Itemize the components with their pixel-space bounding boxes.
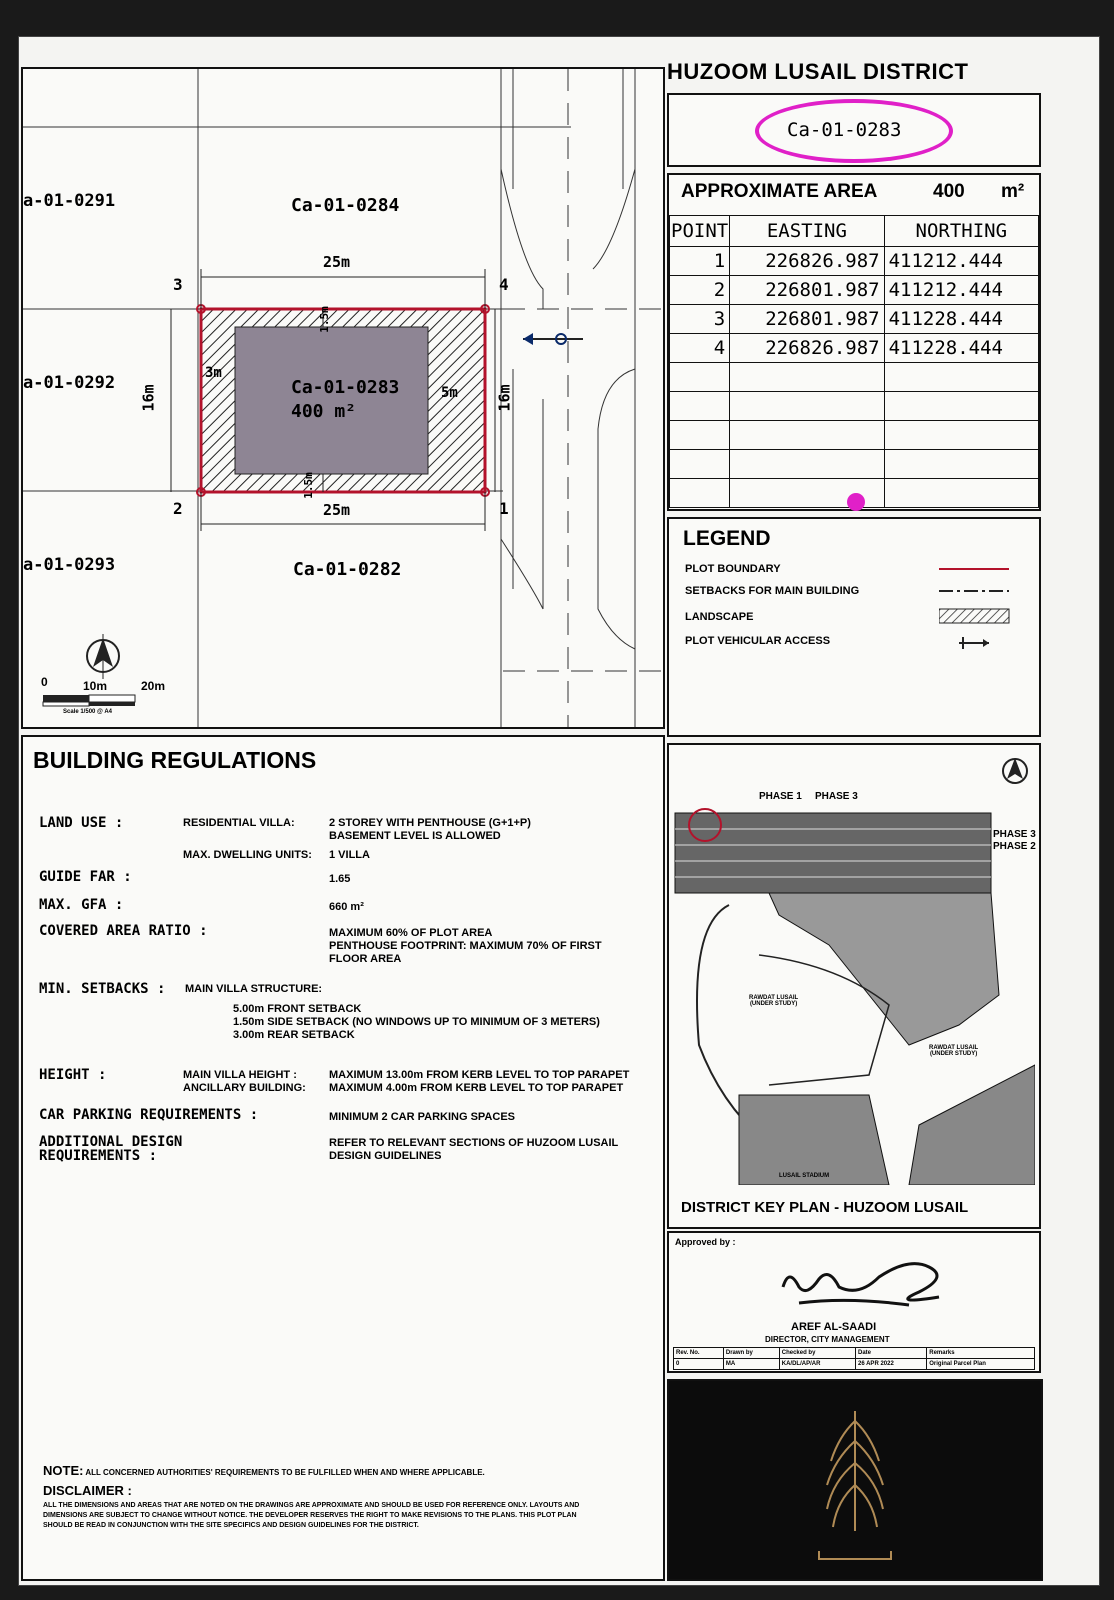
district-title: HUZOOM LUSAIL DISTRICT bbox=[667, 59, 969, 84]
dimension-left: 16m bbox=[139, 384, 158, 412]
plot-id: Ca-01-0283 bbox=[787, 119, 902, 141]
area-label: APPROXIMATE AREA bbox=[681, 181, 878, 202]
area-unit: m² bbox=[1001, 181, 1025, 202]
neighbor-plot-label: a-01-0291 bbox=[23, 191, 116, 211]
table-row bbox=[674, 1359, 1035, 1370]
north-arrow-icon bbox=[87, 634, 119, 679]
neighbor-plot-label: a-01-0293 bbox=[23, 555, 116, 575]
corner-label: 3 bbox=[173, 275, 183, 294]
approval-panel bbox=[667, 1231, 1041, 1373]
date-cell: 26 APR 2022 bbox=[855, 1359, 926, 1370]
scale-note: Scale 1/500 @ A4 bbox=[63, 709, 112, 715]
col-easting: EASTING bbox=[730, 216, 884, 247]
key-plan-title: DISTRICT KEY PLAN - HUZOOM LUSAIL bbox=[681, 1199, 969, 1216]
checked-cell: KA/DL/AP/AR bbox=[779, 1359, 855, 1370]
legend-item: PLOT BOUNDARY bbox=[685, 563, 781, 575]
dwelling-units-value: 1 VILLA bbox=[329, 849, 370, 861]
scale-label: 20m bbox=[141, 679, 166, 693]
dimension-bottom: 25m bbox=[323, 501, 351, 519]
approver-name: AREF AL-SAADI bbox=[791, 1321, 877, 1333]
land-use-label: LAND USE : bbox=[39, 815, 124, 831]
legend-item: SETBACKS FOR MAIN BUILDING bbox=[685, 585, 860, 597]
parking-label: CAR PARKING REQUIREMENTS : bbox=[39, 1107, 259, 1123]
note-line bbox=[43, 1463, 485, 1478]
table-header-row bbox=[674, 1348, 1035, 1359]
guide-far-label: GUIDE FAR : bbox=[39, 869, 132, 885]
drawn-cell: MA bbox=[723, 1359, 779, 1370]
logo-panel bbox=[667, 1379, 1043, 1581]
col-point: POINT bbox=[670, 216, 730, 247]
checked-col: Checked by bbox=[779, 1348, 855, 1359]
guide-far-value: 1.65 bbox=[329, 873, 351, 885]
landscape-symbol bbox=[939, 609, 1009, 623]
scale-bar bbox=[43, 695, 135, 706]
cell-easting: 226826.987 bbox=[730, 247, 884, 276]
height-label: HEIGHT : bbox=[39, 1067, 107, 1083]
height-value: MAXIMUM 13.00m FROM KERB LEVEL TO TOP PARAPET MAXIMUM 4.00m FROM KERB LEVEL TO TOP PARAPET bbox=[329, 1069, 630, 1094]
cell-easting: 226801.987 bbox=[730, 305, 884, 334]
setback-top-label: 1.5m bbox=[317, 306, 331, 333]
cell-northing: 411228.444 bbox=[884, 305, 1038, 334]
table-row bbox=[670, 421, 1039, 450]
site-plan-drawing bbox=[23, 69, 663, 727]
plot-area-label: 400 m² bbox=[291, 401, 357, 422]
note-label: NOTE: bbox=[43, 1463, 84, 1478]
setback-bottom-label: 1.5m bbox=[301, 472, 315, 499]
signature bbox=[769, 1247, 969, 1317]
cell-point: 3 bbox=[670, 305, 730, 334]
plot-id-panel bbox=[667, 93, 1041, 167]
revision-table bbox=[673, 1347, 1035, 1370]
neighbor-plot-label: a-01-0292 bbox=[23, 373, 116, 393]
highlight-dot bbox=[847, 493, 865, 511]
setbacks-sub: MAIN VILLA STRUCTURE: bbox=[185, 983, 323, 995]
cell-point: 4 bbox=[670, 334, 730, 363]
vehicular-access-icon bbox=[959, 637, 989, 649]
dimension-top: 25m bbox=[323, 253, 351, 271]
corner-label: 1 bbox=[499, 499, 509, 518]
land-use-sub: RESIDENTIAL VILLA: bbox=[183, 817, 295, 829]
date-col: Date bbox=[855, 1348, 926, 1359]
covered-area-value: MAXIMUM 60% OF PLOT AREA PENTHOUSE FOOTPRINT: MAXIMUM 70% OF FIRST FLOOR AREA bbox=[329, 927, 602, 965]
table-row bbox=[670, 450, 1039, 479]
coordinates-table bbox=[669, 215, 1039, 508]
scale-label: 0 bbox=[41, 675, 48, 689]
legend-symbols bbox=[939, 559, 1029, 669]
legend-item: LANDSCAPE bbox=[685, 611, 754, 623]
table-row bbox=[670, 305, 1039, 334]
highlight-circle bbox=[755, 99, 953, 163]
disclaimer-label: DISCLAIMER : bbox=[43, 1483, 132, 1498]
additional-value: REFER TO RELEVANT SECTIONS OF HUZOOM LUSAIL DESIGN GUIDELINES bbox=[329, 1137, 619, 1162]
area-value: 400 bbox=[933, 181, 965, 202]
key-plan-label: LUSAIL STADIUM bbox=[779, 1173, 830, 1179]
cell-northing: 411212.444 bbox=[884, 276, 1038, 305]
table-row bbox=[670, 392, 1039, 421]
key-plan-panel bbox=[667, 743, 1041, 1229]
key-plan-label: RAWDAT LUSAIL (UNDER STUDY) bbox=[749, 995, 799, 1007]
plot-label: Ca-01-0283 bbox=[291, 377, 400, 398]
height-sub: MAIN VILLA HEIGHT : ANCILLARY BUILDING: bbox=[183, 1069, 306, 1094]
additional-label: ADDITIONAL DESIGN REQUIREMENTS : bbox=[39, 1134, 183, 1164]
dimension-right: 16m bbox=[495, 384, 514, 412]
cell-northing: 411212.444 bbox=[884, 247, 1038, 276]
col-northing: NORTHING bbox=[884, 216, 1038, 247]
scale-label: 10m bbox=[83, 679, 108, 693]
site-plan-panel bbox=[21, 67, 665, 729]
rev-col: Rev. No. bbox=[674, 1348, 724, 1359]
key-plan-map bbox=[669, 745, 1035, 1185]
approved-by-label: Approved by : bbox=[675, 1237, 736, 1247]
key-plan-label: PHASE 3 bbox=[815, 791, 858, 802]
table-row bbox=[670, 247, 1039, 276]
plot-plan-sheet bbox=[18, 36, 1100, 1586]
remarks-cell: Original Parcel Plan bbox=[927, 1359, 1035, 1370]
neighbor-plot-label: Ca-01-0284 bbox=[291, 195, 400, 216]
huzoom-logo bbox=[669, 1381, 1041, 1579]
setbacks-label: MIN. SETBACKS : bbox=[39, 981, 166, 997]
legend-panel bbox=[667, 517, 1041, 737]
legend-title: LEGEND bbox=[683, 527, 771, 550]
approver-role: DIRECTOR, CITY MANAGEMENT bbox=[765, 1335, 890, 1344]
neighbor-plot-label: Ca-01-0282 bbox=[293, 559, 402, 580]
key-plan-label: PHASE 1 bbox=[759, 791, 802, 802]
remarks-col: Remarks bbox=[927, 1348, 1035, 1359]
corner-label: 4 bbox=[499, 275, 509, 294]
table-header-row bbox=[670, 216, 1039, 247]
cell-point: 1 bbox=[670, 247, 730, 276]
building-regulations-panel bbox=[21, 735, 665, 1581]
cell-point: 2 bbox=[670, 276, 730, 305]
north-arrow-icon bbox=[1003, 758, 1027, 783]
max-gfa-value: 660 m² bbox=[329, 901, 364, 913]
regulations-title: BUILDING REGULATIONS bbox=[33, 747, 317, 773]
setback-front-label: 5m bbox=[441, 385, 458, 401]
cell-northing: 411228.444 bbox=[884, 334, 1038, 363]
key-plan-label: RAWDAT LUSAIL (UNDER STUDY) bbox=[929, 1045, 979, 1057]
key-plan-label: PHASE 2 bbox=[993, 841, 1036, 852]
setback-side-label: 3m bbox=[205, 365, 222, 381]
dwelling-units-sub: MAX. DWELLING UNITS: bbox=[183, 849, 312, 861]
cell-easting: 226826.987 bbox=[730, 334, 884, 363]
disclaimer-text: ALL THE DIMENSIONS AND AREAS THAT ARE NOTED ON THE DRAWINGS ARE APPROXIMATE AND SHOULD BE USED FOR REFERENCE ONLY. LAYOUTS AND DIMENSIONS ARE SUBJECT TO CHANGE WITHOUT NOTICE. THE DEVELOPER RESERVES THE RIGHT TO MAKE REVISIONS TO THE PLANS. THIS PLOT PLAN SHOULD BE READ IN CONJUNCTION WITH THE SITE SPECIFICS AND DESIGN GUIDELINES FOR THE DISTRICT. bbox=[43, 1502, 580, 1529]
corner-label: 2 bbox=[173, 499, 183, 518]
cell-easting: 226801.987 bbox=[730, 276, 884, 305]
drawn-col: Drawn by bbox=[723, 1348, 779, 1359]
setbacks-value: 5.00m FRONT SETBACK 1.50m SIDE SETBACK (NO WINDOWS UP TO MINIMUM OF 3 METERS) 3.00m REAR SETBACK bbox=[233, 1003, 600, 1041]
note-text: ALL CONCERNED AUTHORITIES' REQUIREMENTS TO BE FULFILLED WHEN AND WHERE APPLICABLE. bbox=[85, 1468, 485, 1477]
covered-area-label: COVERED AREA RATIO : bbox=[39, 923, 208, 939]
table-row bbox=[670, 334, 1039, 363]
table-row bbox=[670, 276, 1039, 305]
rev-cell: 0 bbox=[674, 1359, 724, 1370]
legend-item: PLOT VEHICULAR ACCESS bbox=[685, 635, 831, 647]
land-use-value: 2 STOREY WITH PENTHOUSE (G+1+P) BASEMENT LEVEL IS ALLOWED bbox=[329, 817, 531, 842]
parking-value: MINIMUM 2 CAR PARKING SPACES bbox=[329, 1111, 515, 1123]
max-gfa-label: MAX. GFA : bbox=[39, 897, 124, 913]
key-plan-label: PHASE 3 bbox=[993, 829, 1036, 840]
coordinates-panel bbox=[667, 173, 1041, 511]
table-row bbox=[670, 363, 1039, 392]
